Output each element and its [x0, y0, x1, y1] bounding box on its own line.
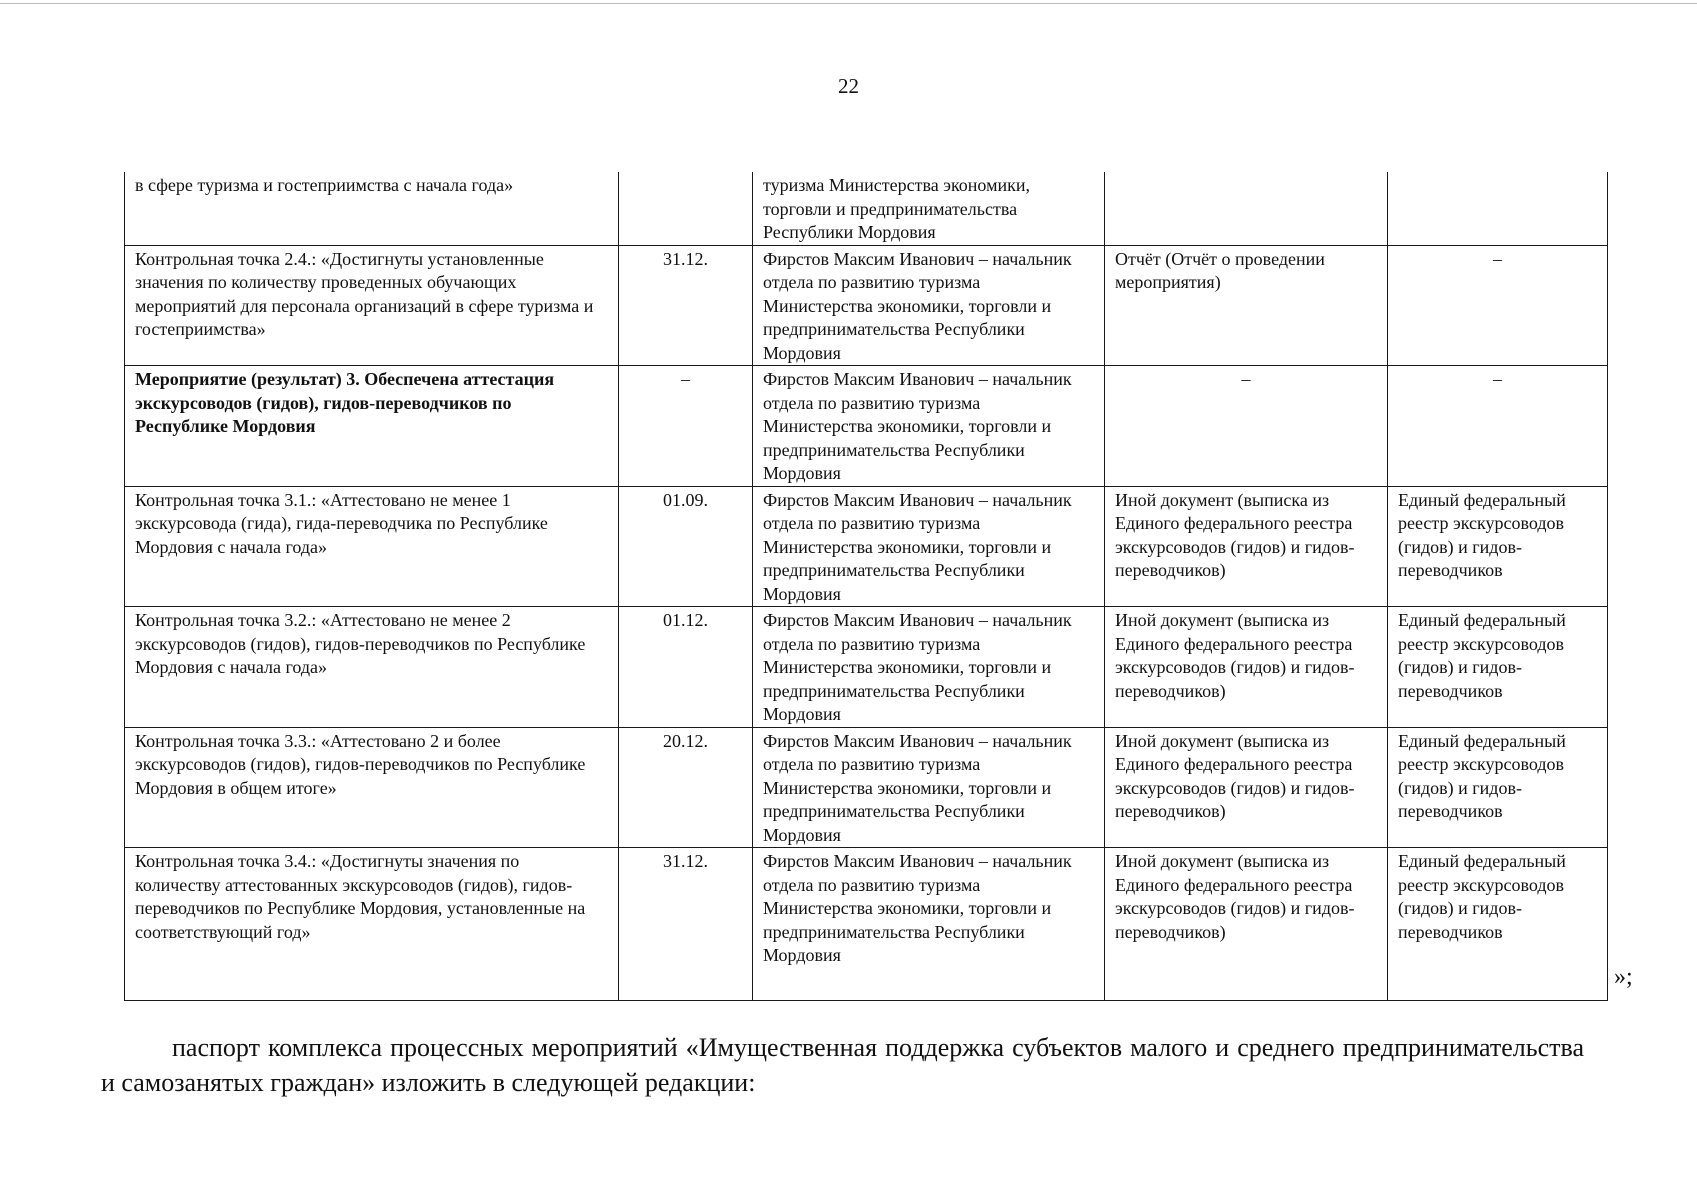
date-cell: 20.12.: [619, 727, 753, 848]
document-cell: Иной документ (выписка из Единого федерального реестра экскурсоводов (гидов) и гидов-переводчиков): [1105, 848, 1388, 1001]
document-cell: [1105, 172, 1388, 245]
document-cell: Иной документ (выписка из Единого федерального реестра экскурсоводов (гидов) и гидов-переводчиков): [1105, 486, 1388, 607]
date-cell: 31.12.: [619, 245, 753, 366]
document-cell: –: [1105, 366, 1388, 487]
event-cell: Контрольная точка 3.1.: «Аттестовано не менее 1 экскурсовода (гида), гида-переводчика по Республике Мордовия с начала года»: [125, 486, 619, 607]
system-cell: Единый федеральный реестр экскурсоводов (гидов) и гидов-переводчиков: [1388, 727, 1608, 848]
document-cell: Отчёт (Отчёт о проведении мероприятия): [1105, 245, 1388, 366]
system-cell: [1388, 172, 1608, 245]
responsible-cell: Фирстов Максим Иванович – начальник отдела по развитию туризма Министерства экономики, торговли и предпринимательства Республики Мордовия: [753, 486, 1105, 607]
table-row: [125, 486, 1608, 607]
table-row: [125, 607, 1608, 728]
document-cell: Иной документ (выписка из Единого федерального реестра экскурсоводов (гидов) и гидов-переводчиков): [1105, 607, 1388, 728]
responsible-cell: туризма Министерства экономики, торговли и предпринимательства Республики Мордовия: [753, 172, 1105, 245]
responsible-cell: Фирстов Максим Иванович – начальник отдела по развитию туризма Министерства экономики, торговли и предпринимательства Республики Мордовия: [753, 607, 1105, 728]
responsible-cell: Фирстов Максим Иванович – начальник отдела по развитию туризма Министерства экономики, торговли и предпринимательства Республики Мордовия: [753, 848, 1105, 1001]
event-cell: Мероприятие (результат) 3. Обеспечена аттестация экскурсоводов (гидов), гидов-переводчиков по Республике Мордовия: [125, 366, 619, 487]
body-paragraph: паспорт комплекса процессных мероприятий «Имущественная поддержка субъектов малого и среднего предпринимательства и самозанятых граждан» изложить в следующей редакции:: [101, 1033, 1584, 1097]
date-cell: 01.12.: [619, 607, 753, 728]
table-row: [125, 245, 1608, 366]
system-cell: –: [1388, 366, 1608, 487]
date-cell: 01.09.: [619, 486, 753, 607]
table-row: [125, 366, 1608, 487]
date-cell: [619, 172, 753, 245]
closing-quote: »;: [1614, 964, 1633, 990]
events-table: [124, 172, 1608, 1001]
table-row: [125, 727, 1608, 848]
responsible-cell: Фирстов Максим Иванович – начальник отдела по развитию туризма Министерства экономики, торговли и предпринимательства Республики Мордовия: [753, 245, 1105, 366]
event-cell: Контрольная точка 3.4.: «Достигнуты значения по количеству аттестованных экскурсоводов (гидов), гидов-переводчиков по Республике Мордовия, установленные на соответствующий год»: [125, 848, 619, 1001]
event-cell: в сфере туризма и гостеприимства с начала года»: [125, 172, 619, 245]
date-cell: –: [619, 366, 753, 487]
system-cell: Единый федеральный реестр экскурсоводов (гидов) и гидов-переводчиков: [1388, 486, 1608, 607]
date-cell: 31.12.: [619, 848, 753, 1001]
scan-top-edge: [0, 3, 1697, 4]
page-number: 22: [838, 74, 859, 98]
table-row: [125, 848, 1608, 1001]
responsible-cell: Фирстов Максим Иванович – начальник отдела по развитию туризма Министерства экономики, торговли и предпринимательства Республики Мордовия: [753, 727, 1105, 848]
system-cell: –: [1388, 245, 1608, 366]
document-cell: Иной документ (выписка из Единого федерального реестра экскурсоводов (гидов) и гидов-переводчиков): [1105, 727, 1388, 848]
event-cell: Контрольная точка 3.2.: «Аттестовано не менее 2 экскурсоводов (гидов), гидов-переводчиков по Республике Мордовия с начала года»: [125, 607, 619, 728]
system-cell: Единый федеральный реестр экскурсоводов (гидов) и гидов-переводчиков: [1388, 848, 1608, 1001]
table-row: [125, 172, 1608, 245]
responsible-cell: Фирстов Максим Иванович – начальник отдела по развитию туризма Министерства экономики, торговли и предпринимательства Республики Мордовия: [753, 366, 1105, 487]
system-cell: Единый федеральный реестр экскурсоводов (гидов) и гидов-переводчиков: [1388, 607, 1608, 728]
event-cell: Контрольная точка 3.3.: «Аттестовано 2 и более экскурсоводов (гидов), гидов-переводчиков по Республике Мордовия в общем итоге»: [125, 727, 619, 848]
event-cell: Контрольная точка 2.4.: «Достигнуты установленные значения по количеству проведенных обучающих мероприятий для персонала организаций в сфере туризма и гостеприимства»: [125, 245, 619, 366]
